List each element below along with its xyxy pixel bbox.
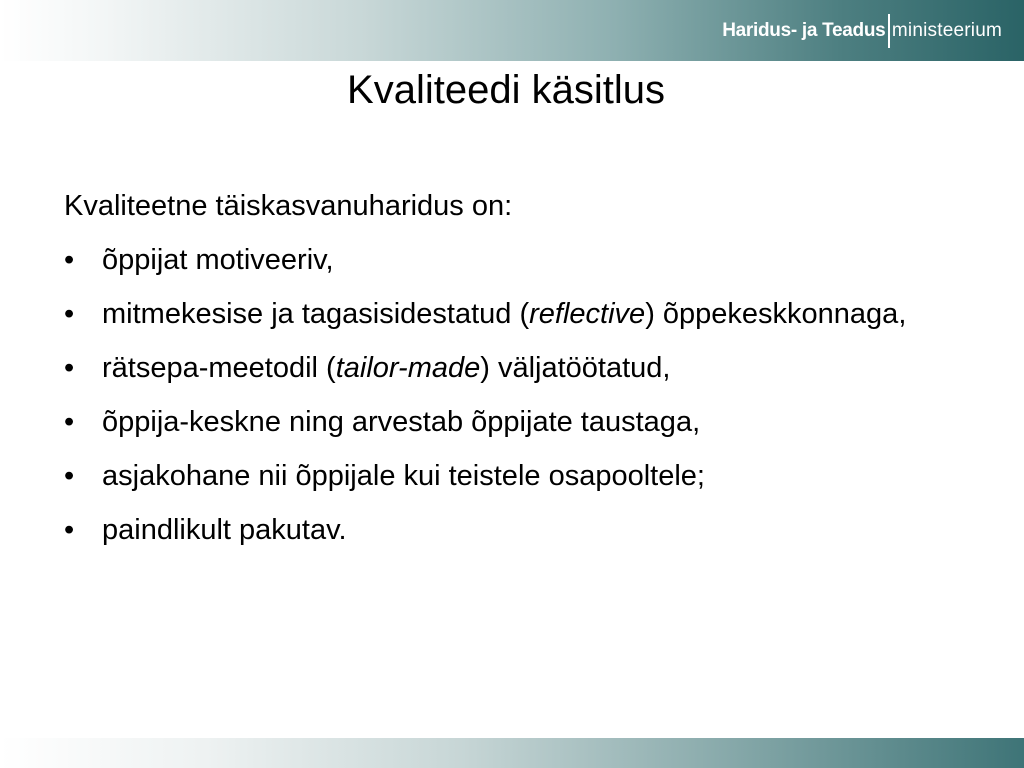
list-item-text-after: ) õppekeskkonnaga, xyxy=(645,298,907,330)
bullet-icon: • xyxy=(64,298,75,330)
header-band xyxy=(0,0,1024,61)
bullet-icon: • xyxy=(64,460,75,492)
slide-content xyxy=(64,188,964,566)
list-item-text: õppijat motiveeriv, xyxy=(102,244,334,276)
footer-band xyxy=(0,738,1024,768)
list-item-text: paindlikult pakutav. xyxy=(102,514,347,546)
list-item-text: õppija-keskne ning arvestab õppijate taustaga, xyxy=(102,406,701,438)
bullet-icon: • xyxy=(64,514,75,546)
list-item-text-before: rätsepa-meetodil ( xyxy=(102,352,336,384)
logo-text-bold: Haridus- ja Teadus xyxy=(722,20,886,41)
list-item xyxy=(64,512,964,549)
list-item xyxy=(64,404,964,441)
logo-divider xyxy=(888,14,890,48)
list-item-text-after: ) väljatöötatud, xyxy=(480,352,671,384)
bullet-icon: • xyxy=(64,244,75,276)
list-item xyxy=(64,242,964,279)
intro-text: Kvaliteetne täiskasvanuharidus on: xyxy=(64,190,513,222)
bullet-icon: • xyxy=(64,406,75,438)
ministry-logo xyxy=(722,14,1002,48)
bullet-icon: • xyxy=(64,352,75,384)
list-item-italic-term: tailor-made xyxy=(335,352,481,384)
slide-title: Kvaliteedi käsitlus xyxy=(347,68,665,112)
list-item xyxy=(64,458,964,495)
bullet-list xyxy=(64,242,964,549)
list-item xyxy=(64,350,964,387)
list-item xyxy=(64,296,964,333)
list-item-text-before: mitmekesise ja tagasisidestatud ( xyxy=(102,298,530,330)
list-item-text: asjakohane nii õppijale kui teistele osapooltele; xyxy=(102,460,705,492)
list-item-italic-term: reflective xyxy=(529,298,646,330)
logo-text-light: ministeerium xyxy=(891,20,1002,41)
